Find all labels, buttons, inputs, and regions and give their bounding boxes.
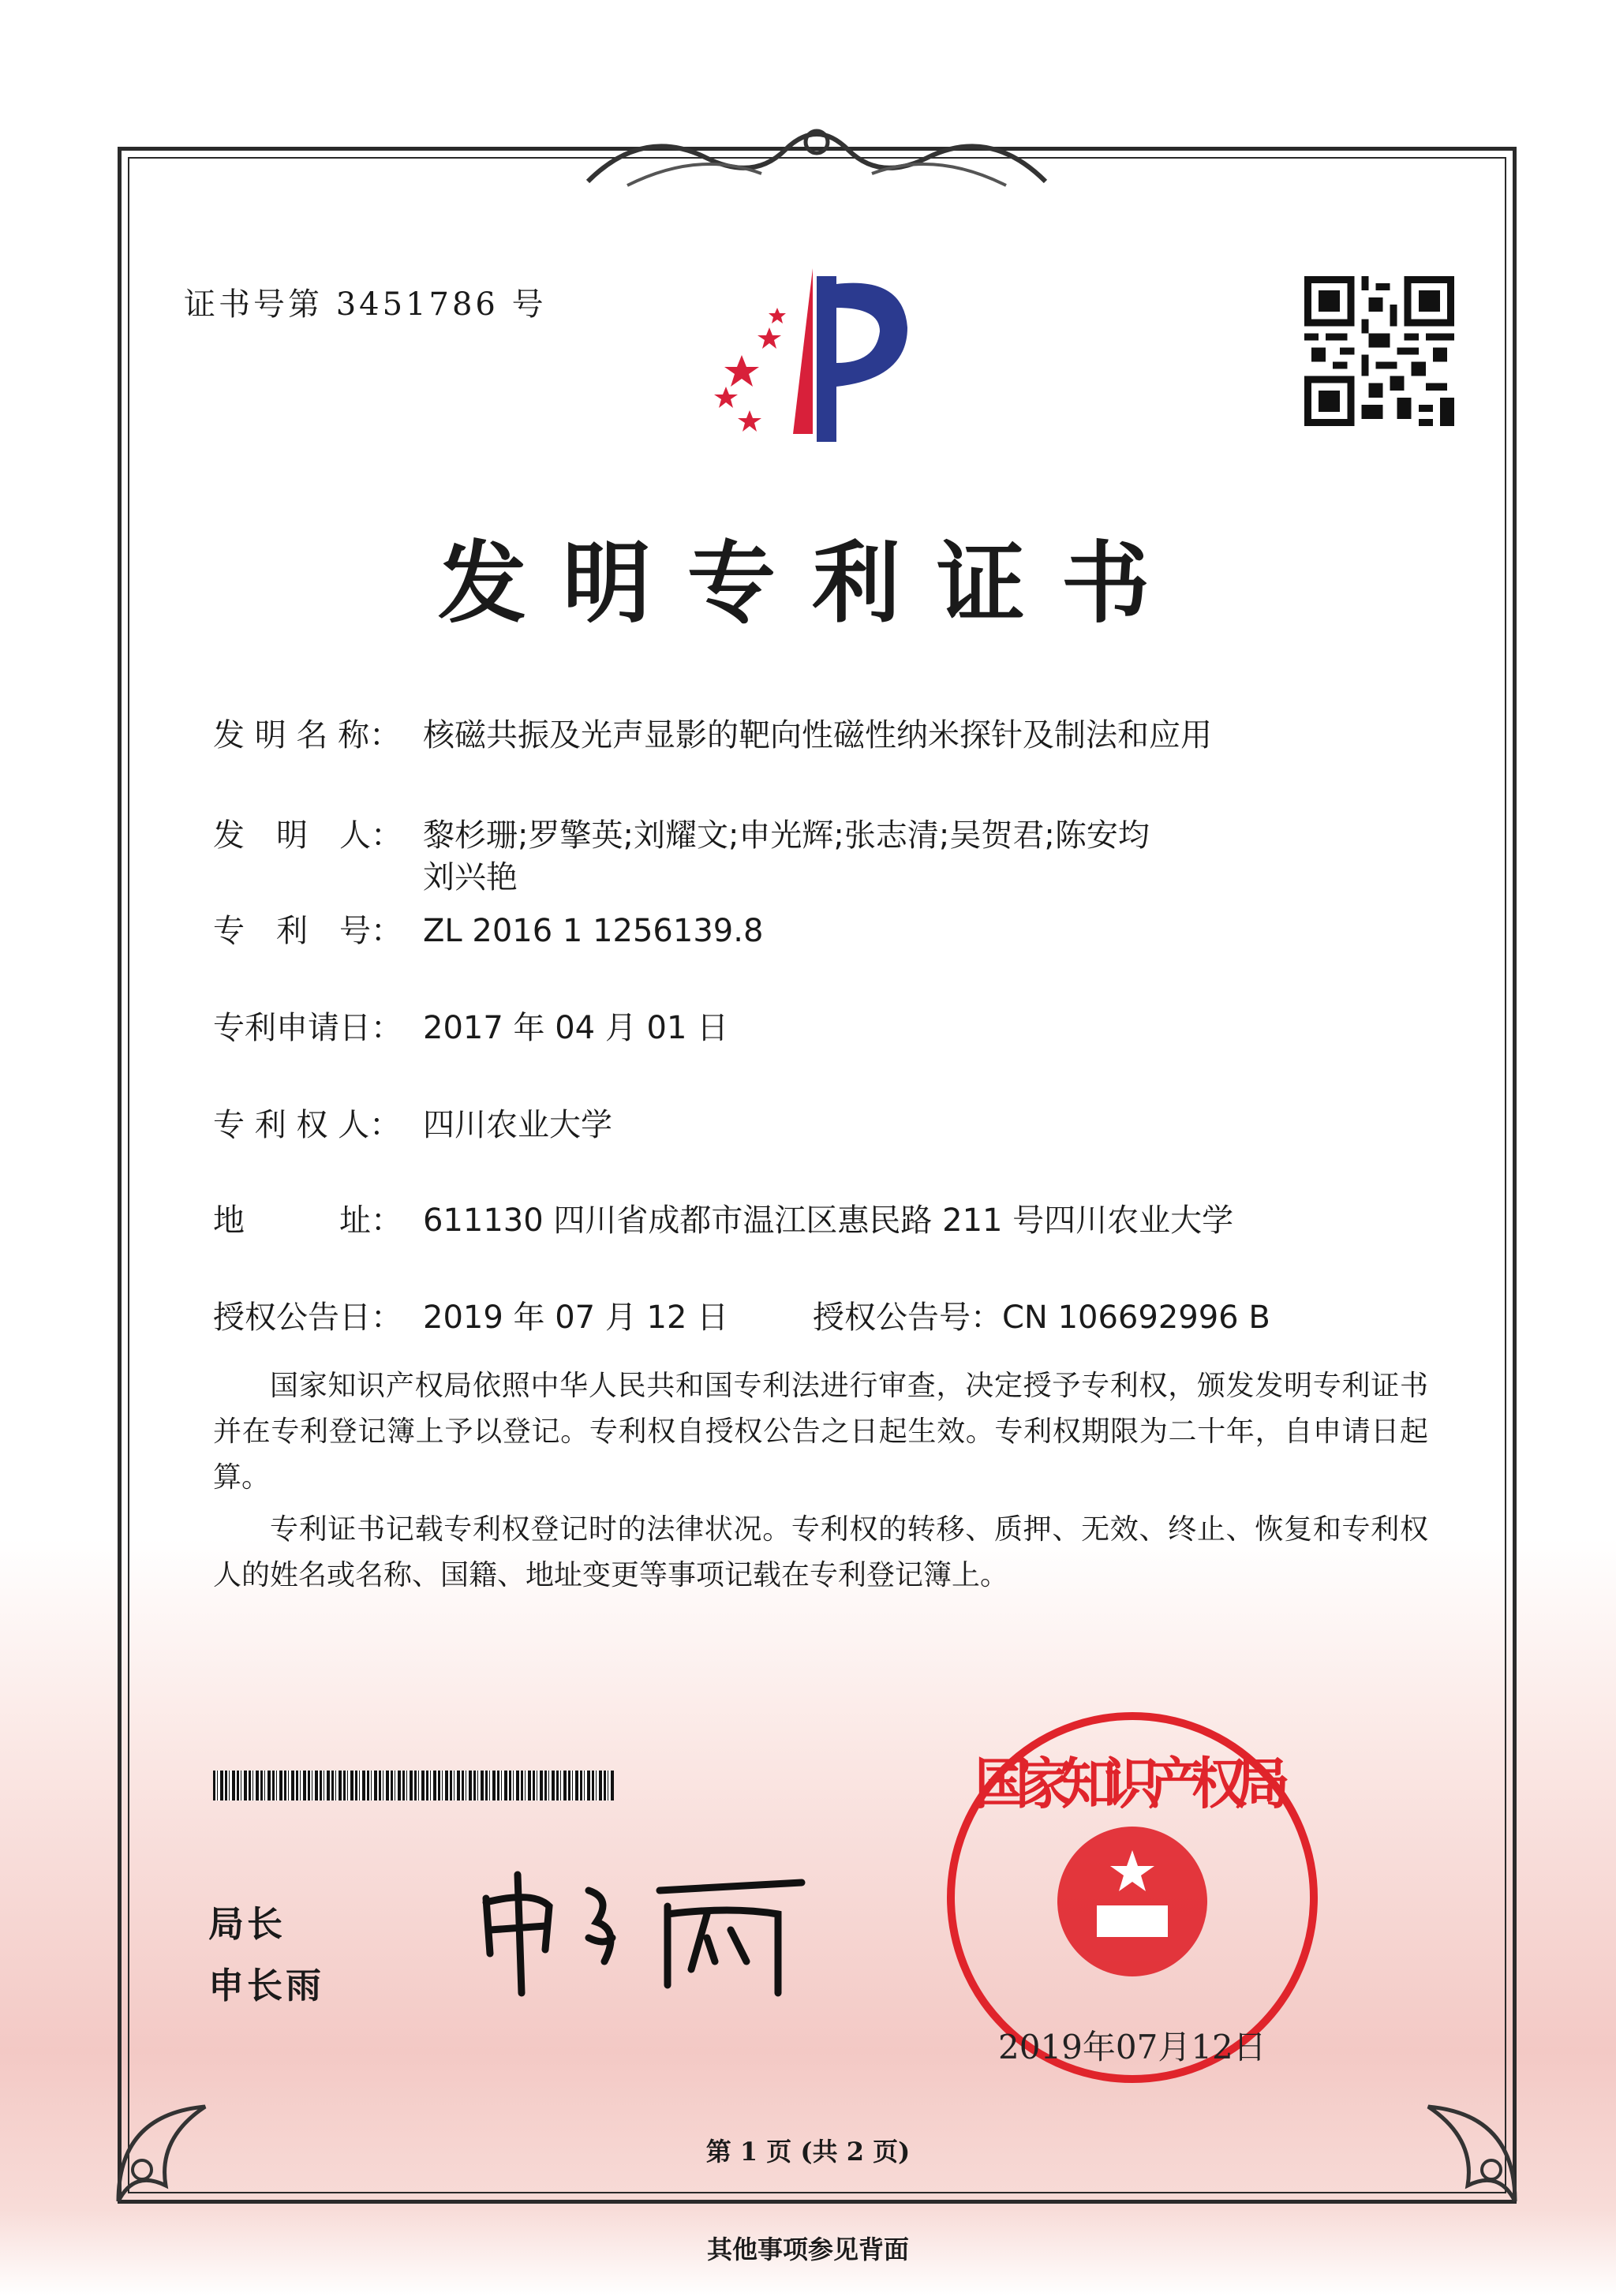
field-grant-number: 授权公告号：CN 106692996 B <box>813 1299 1270 1336</box>
legal-paragraph: 国家知识产权局依照中华人民共和国专利法进行审查，决定授予专利权，颁发发明专利证书并在专利登记簿上予以登记。专利权自授权公告之日起生效。专利权期限为二十年，自申请日起算。 <box>213 1370 1428 1494</box>
top-ornament-icon <box>580 118 1053 197</box>
cnipa-logo-icon <box>694 260 931 458</box>
field-grant-date: 授权公告日： 2019 年 07 月 12 日 <box>213 1299 729 1336</box>
barcode <box>213 1771 614 1801</box>
certificate-number: 证书号第 3451786 号 <box>184 286 547 323</box>
field-address: 地 址： 611130 四川省成都市温江区惠民路 211 号四川农业大学 <box>213 1202 1234 1239</box>
page-indicator: 第 1 页 (共 2 页) <box>705 2137 911 2167</box>
field-inventors: 发 明 人： 黎杉珊;罗擎英;刘耀文;申光辉;张志清;吴贺君;陈安均 <box>213 817 1150 854</box>
page-title: 发明专利证书 <box>438 533 1186 635</box>
field-patentee: 专 利 权 人： 四川农业大学 <box>213 1107 612 1143</box>
director-name: 申长雨 <box>208 1965 325 2006</box>
field-inventors-cont: 刘兴艳 <box>423 859 518 896</box>
seal-date: 2019年07月12日 <box>998 2028 1266 2066</box>
signature-icon <box>470 1859 810 2001</box>
field-patent-number: 专 利 号： ZL 2016 1 1256139.8 <box>213 913 764 949</box>
footer-note: 其他事项参见背面 <box>706 2234 909 2264</box>
director-title: 局长 <box>208 1903 286 1945</box>
seal-text: 国家知识产权局 <box>974 1752 1290 1816</box>
field-invention-name: 发 明 名 称： 核磁共振及光声显影的靶向性磁性纳米探针及制法和应用 <box>213 717 1212 753</box>
qr-code-icon <box>1304 276 1454 426</box>
field-filing-date: 专利申请日： 2017 年 04 月 01 日 <box>213 1010 729 1046</box>
legal-text <box>213 1363 1428 1599</box>
legal-paragraph: 专利证书记载专利权登记时的法律状况。专利权的转移、质押、无效、终止、恢复和专利权人的姓名或名称、国籍、地址变更等事项记载在专利登记簿上。 <box>213 1513 1428 1591</box>
